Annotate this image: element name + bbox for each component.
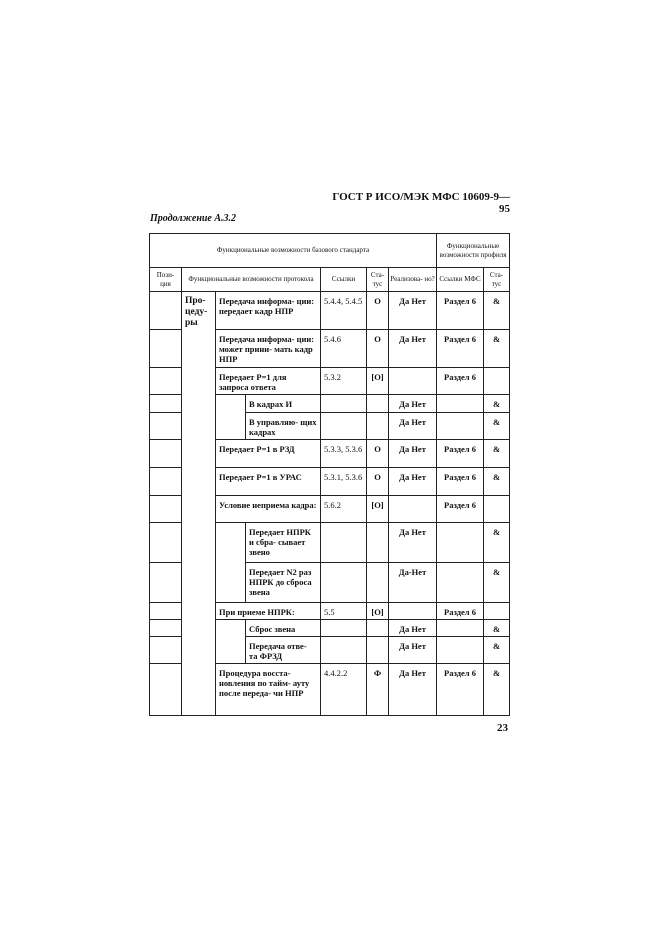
column-header-implemented: Реализова- но? [389,268,437,292]
refs-cell: 5.4.6 [321,330,367,368]
status-cell [367,523,389,563]
refs-cell: 5.4.4, 5.4.5 [321,292,367,330]
profile-status-cell: & [484,292,510,330]
refs-cell: 4.4.2.2 [321,664,367,716]
indent-cell [216,523,246,603]
position-cell [150,468,182,496]
table-column-header-row [150,268,510,292]
indent-cell [216,395,246,440]
profile-status-cell: & [484,468,510,496]
table-row [150,292,510,330]
refs-cell: 5.6.2 [321,496,367,523]
position-cell [150,563,182,603]
profile-status-cell: & [484,395,510,413]
position-cell [150,440,182,468]
position-cell [150,620,182,637]
column-header-mfs-refs: Ссылки МФС [437,268,484,292]
position-cell [150,292,182,330]
position-cell [150,368,182,395]
position-cell [150,664,182,716]
profile-status-cell: & [484,664,510,716]
refs-cell [321,413,367,440]
status-cell [367,395,389,413]
implemented-cell: Да-Нет [389,563,437,603]
mfs-refs-cell [437,620,484,637]
implemented-cell: Да Нет [389,292,437,330]
profile-status-cell: & [484,523,510,563]
implemented-cell [389,603,437,620]
status-cell: О [367,292,389,330]
refs-cell [321,563,367,603]
refs-cell: 5.5 [321,603,367,620]
mfs-refs-cell [437,395,484,413]
status-cell [367,620,389,637]
mfs-refs-cell: Раздел 6 [437,496,484,523]
refs-cell [321,395,367,413]
profile-status-cell: & [484,563,510,603]
refs-cell [321,523,367,563]
refs-cell: 5.3.3, 5.3.6 [321,440,367,468]
status-cell: Ф [367,664,389,716]
column-header-refs: Ссылки [321,268,367,292]
capability-cell: Условие неприема кадра: [216,496,321,523]
implemented-cell [389,496,437,523]
profile-status-cell [484,603,510,620]
implemented-cell: Да Нет [389,468,437,496]
column-header-capabilities: Функциональные возможности протокола [182,268,321,292]
profile-status-cell: & [484,440,510,468]
profile-status-cell: & [484,620,510,637]
position-cell [150,395,182,413]
status-cell: О [367,468,389,496]
status-cell [367,637,389,664]
table-group-header-row [150,234,510,268]
capability-cell: Передает Р=1 в УРАС [216,468,321,496]
capability-cell: Передает Р=1 для запроса ответа [216,368,321,395]
profile-status-cell: & [484,637,510,664]
implemented-cell: Да Нет [389,637,437,664]
mfs-refs-cell: Раздел 6 [437,468,484,496]
mfs-refs-cell: Раздел 6 [437,664,484,716]
mfs-refs-cell: Раздел 6 [437,440,484,468]
mfs-refs-cell [437,637,484,664]
implemented-cell: Да Нет [389,440,437,468]
column-header-profile-status: Ста- тус [484,268,510,292]
implemented-cell: Да Нет [389,620,437,637]
refs-cell: 5.3.1, 5.3.6 [321,468,367,496]
mfs-refs-cell [437,563,484,603]
position-cell [150,637,182,664]
capability-cell: Передача информа- ции: может прини- мать кадр НПР [216,330,321,368]
position-cell [150,413,182,440]
position-cell [150,523,182,563]
capability-cell: Передает Р=1 в РЗД [216,440,321,468]
implemented-cell: Да Нет [389,413,437,440]
profile-status-cell [484,496,510,523]
refs-cell [321,620,367,637]
profile-status-cell: & [484,413,510,440]
implemented-cell: Да Нет [389,330,437,368]
mfs-refs-cell [437,523,484,563]
capability-cell: В управляю- щих кадрах [246,413,321,440]
column-header-status: Ста- тус [367,268,389,292]
column-header-position: Пози- ция [150,268,182,292]
mfs-refs-cell [437,413,484,440]
status-cell: [О] [367,368,389,395]
status-cell: [О] [367,496,389,523]
implemented-cell [389,368,437,395]
page-number: 23 [497,722,508,734]
capability-cell: Сброс звена [246,620,321,637]
capability-cell: Передает N2 раз НПРК до сброса звена [246,563,321,603]
capability-cell: Передача информа- ции: передает кадр НПР [216,292,321,330]
position-cell [150,330,182,368]
capability-cell: Передача отве- та ФРЗД [246,637,321,664]
refs-cell: 5.3.2 [321,368,367,395]
capabilities-table [149,233,510,716]
implemented-cell: Да Нет [389,664,437,716]
status-cell [367,563,389,603]
mfs-refs-cell: Раздел 6 [437,292,484,330]
capability-cell: При приеме НПРК: [216,603,321,620]
position-cell [150,603,182,620]
profile-status-cell: & [484,330,510,368]
status-cell: [О] [367,603,389,620]
mfs-refs-cell: Раздел 6 [437,603,484,620]
mfs-refs-cell: Раздел 6 [437,368,484,395]
table-continuation-label: Продолжение А.3.2 [150,213,237,224]
refs-cell [321,637,367,664]
capability-cell: В кадрах И [246,395,321,413]
implemented-cell: Да Нет [389,523,437,563]
group-header-base-standard: Функциональные возможности базового стандарта [150,234,437,268]
status-cell: О [367,440,389,468]
status-cell [367,413,389,440]
procedures-label: Про- цеду- ры [182,292,216,716]
mfs-refs-cell: Раздел 6 [437,330,484,368]
capability-cell: Передает НПРК и сбра- сывает звено [246,523,321,563]
status-cell: О [367,330,389,368]
document-header: ГОСТ Р ИСО/МЭК МФС 10609-9—95 [332,191,510,215]
position-cell [150,496,182,523]
group-header-profile: Функциональные возможности профиля [437,234,510,268]
profile-status-cell [484,368,510,395]
capability-cell: Процедура восста- новления по тайм- ауту после переда- чи НПР [216,664,321,716]
implemented-cell: Да Нет [389,395,437,413]
indent-cell [216,620,246,664]
